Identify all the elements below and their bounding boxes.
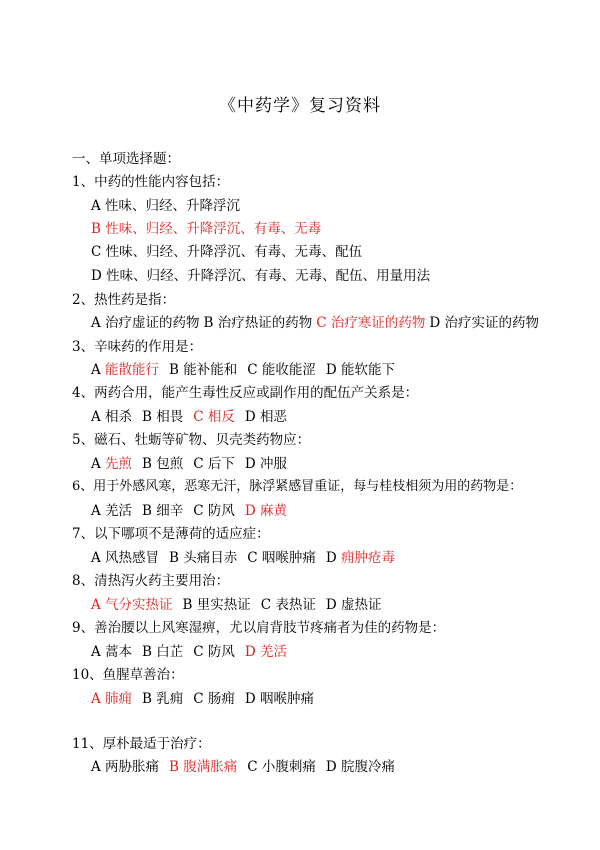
q1-option-a: A 性味、归经、升降浮沉 (91, 198, 241, 214)
q4-option-b: B 相畏 (142, 409, 184, 425)
q2-stem: 2、热性药是指： (72, 292, 176, 308)
q11-option-a: A 两胁胀痛 (91, 759, 160, 775)
q11-option-c: C 小腹刺痛 (247, 759, 316, 775)
q9-option-a: A 蒿本 (91, 644, 133, 660)
q7-option-d-letter: D (325, 550, 337, 566)
q7-option-c: C 咽喉肿痛 (247, 550, 316, 566)
q3-option-d: D 能软能下 (325, 362, 396, 378)
q5-option-d: D 冲服 (244, 456, 288, 472)
q9-option-d-answer: D 羌活 (244, 644, 288, 660)
q4-option-a: A 相杀 (91, 409, 133, 425)
section-heading: 一、单项选择题： (72, 151, 180, 167)
q6-option-a: A 羌活 (91, 503, 133, 519)
q2-options (91, 314, 539, 332)
q10-option-d: D 咽喉肿痛 (244, 691, 315, 707)
q8-option-b: B 里实热证 (182, 597, 251, 613)
q5-option-b: B 包煎 (142, 456, 184, 472)
q10-option-a-answer: A 肺痈 (91, 691, 133, 707)
q6-option-b: B 细辛 (142, 503, 184, 519)
q5-option-a-letter: A (91, 456, 101, 472)
q3-options (91, 361, 395, 379)
q9-options (91, 643, 287, 661)
q3-option-a-answer: 能散能行 (105, 362, 160, 378)
q5-option-c: C 后下 (193, 456, 235, 472)
q6-option-d-answer: D 麻黄 (244, 503, 288, 519)
q1-option-d: D 性味、归经、升降浮沉、有毒、无毒、配伍、用量用法 (91, 268, 431, 284)
q8-option-a-answer: A 气分实热证 (91, 597, 173, 613)
q8-stem: 8、清热泻火药主要用治： (72, 573, 230, 589)
q7-options (91, 549, 395, 567)
q1-option-b-answer: B 性味、归经、升降浮沉、有毒、无毒 (91, 221, 322, 237)
q9-option-c: C 防风 (193, 644, 235, 660)
q11-stem: 11、厚朴最适于治疗： (72, 736, 211, 752)
q3-option-a-letter: A (91, 362, 101, 378)
q4-option-c-answer: C 相反 (193, 409, 235, 425)
q8-option-d: D 虚热证 (325, 597, 382, 613)
q4-stem: 4、两药合用，能产生毒性反应或副作用的配伍产关系是： (72, 385, 419, 401)
q6-option-c: C 防风 (193, 503, 235, 519)
q10-option-c: C 肠痈 (193, 691, 235, 707)
q5-options (91, 455, 287, 473)
q3-stem: 3、辛味药的作用是： (72, 339, 203, 355)
q3-option-c: C 能收能涩 (247, 362, 316, 378)
q4-option-d: D 相恶 (244, 409, 288, 425)
q11-options (91, 758, 395, 776)
q2-option-c-answer: C 治疗寒证的药物 (316, 315, 426, 331)
q10-option-b: B 乳痈 (142, 691, 184, 707)
q2-option-a: A 治疗虚证的药物 (91, 315, 200, 331)
q2-option-d: D 治疗实证的药物 (429, 315, 540, 331)
q9-option-b: B 白芷 (142, 644, 184, 660)
q7-option-b: B 头痛目赤 (169, 550, 238, 566)
q9-stem: 9、善治腰以上风寒湿痹，尤以肩背肢节疼痛者为佳的药物是： (72, 620, 446, 636)
q8-options (91, 596, 382, 614)
q6-options (91, 502, 287, 520)
q1-stem: 1、中药的性能内容包括： (72, 174, 230, 190)
q8-option-c: C 表热证 (260, 597, 316, 613)
q7-option-a: A 风热感冒 (91, 550, 160, 566)
q11-option-b-answer: B 腹满胀痛 (169, 759, 238, 775)
q10-stem: 10、鱼腥草善治： (72, 667, 184, 683)
q5-stem: 5、磁石、牡蛎等矿物、贝壳类药物应： (72, 432, 311, 448)
q6-stem: 6、用于外感风寒，恶寒无汗，脉浮紧感冒重证，每与桂枝相须为用的药物是： (72, 479, 523, 494)
q7-option-d-answer: 痈肿疮毒 (341, 550, 396, 566)
q2-option-b: B 治疗热证的药物 (203, 315, 313, 331)
page-title: 《中药学》复习资料 (219, 96, 381, 116)
q1-option-c: C 性味、归经、升降浮沉、有毒、无毒、配伍 (91, 244, 363, 260)
q10-options (91, 690, 314, 708)
q3-option-b: B 能补能和 (169, 362, 238, 378)
q4-options (91, 408, 287, 426)
q11-option-d: D 脘腹冷痛 (325, 759, 396, 775)
q7-stem: 7、以下哪项不是薄荷的适应症： (72, 526, 270, 542)
q5-option-a-answer: 先煎 (105, 456, 133, 472)
